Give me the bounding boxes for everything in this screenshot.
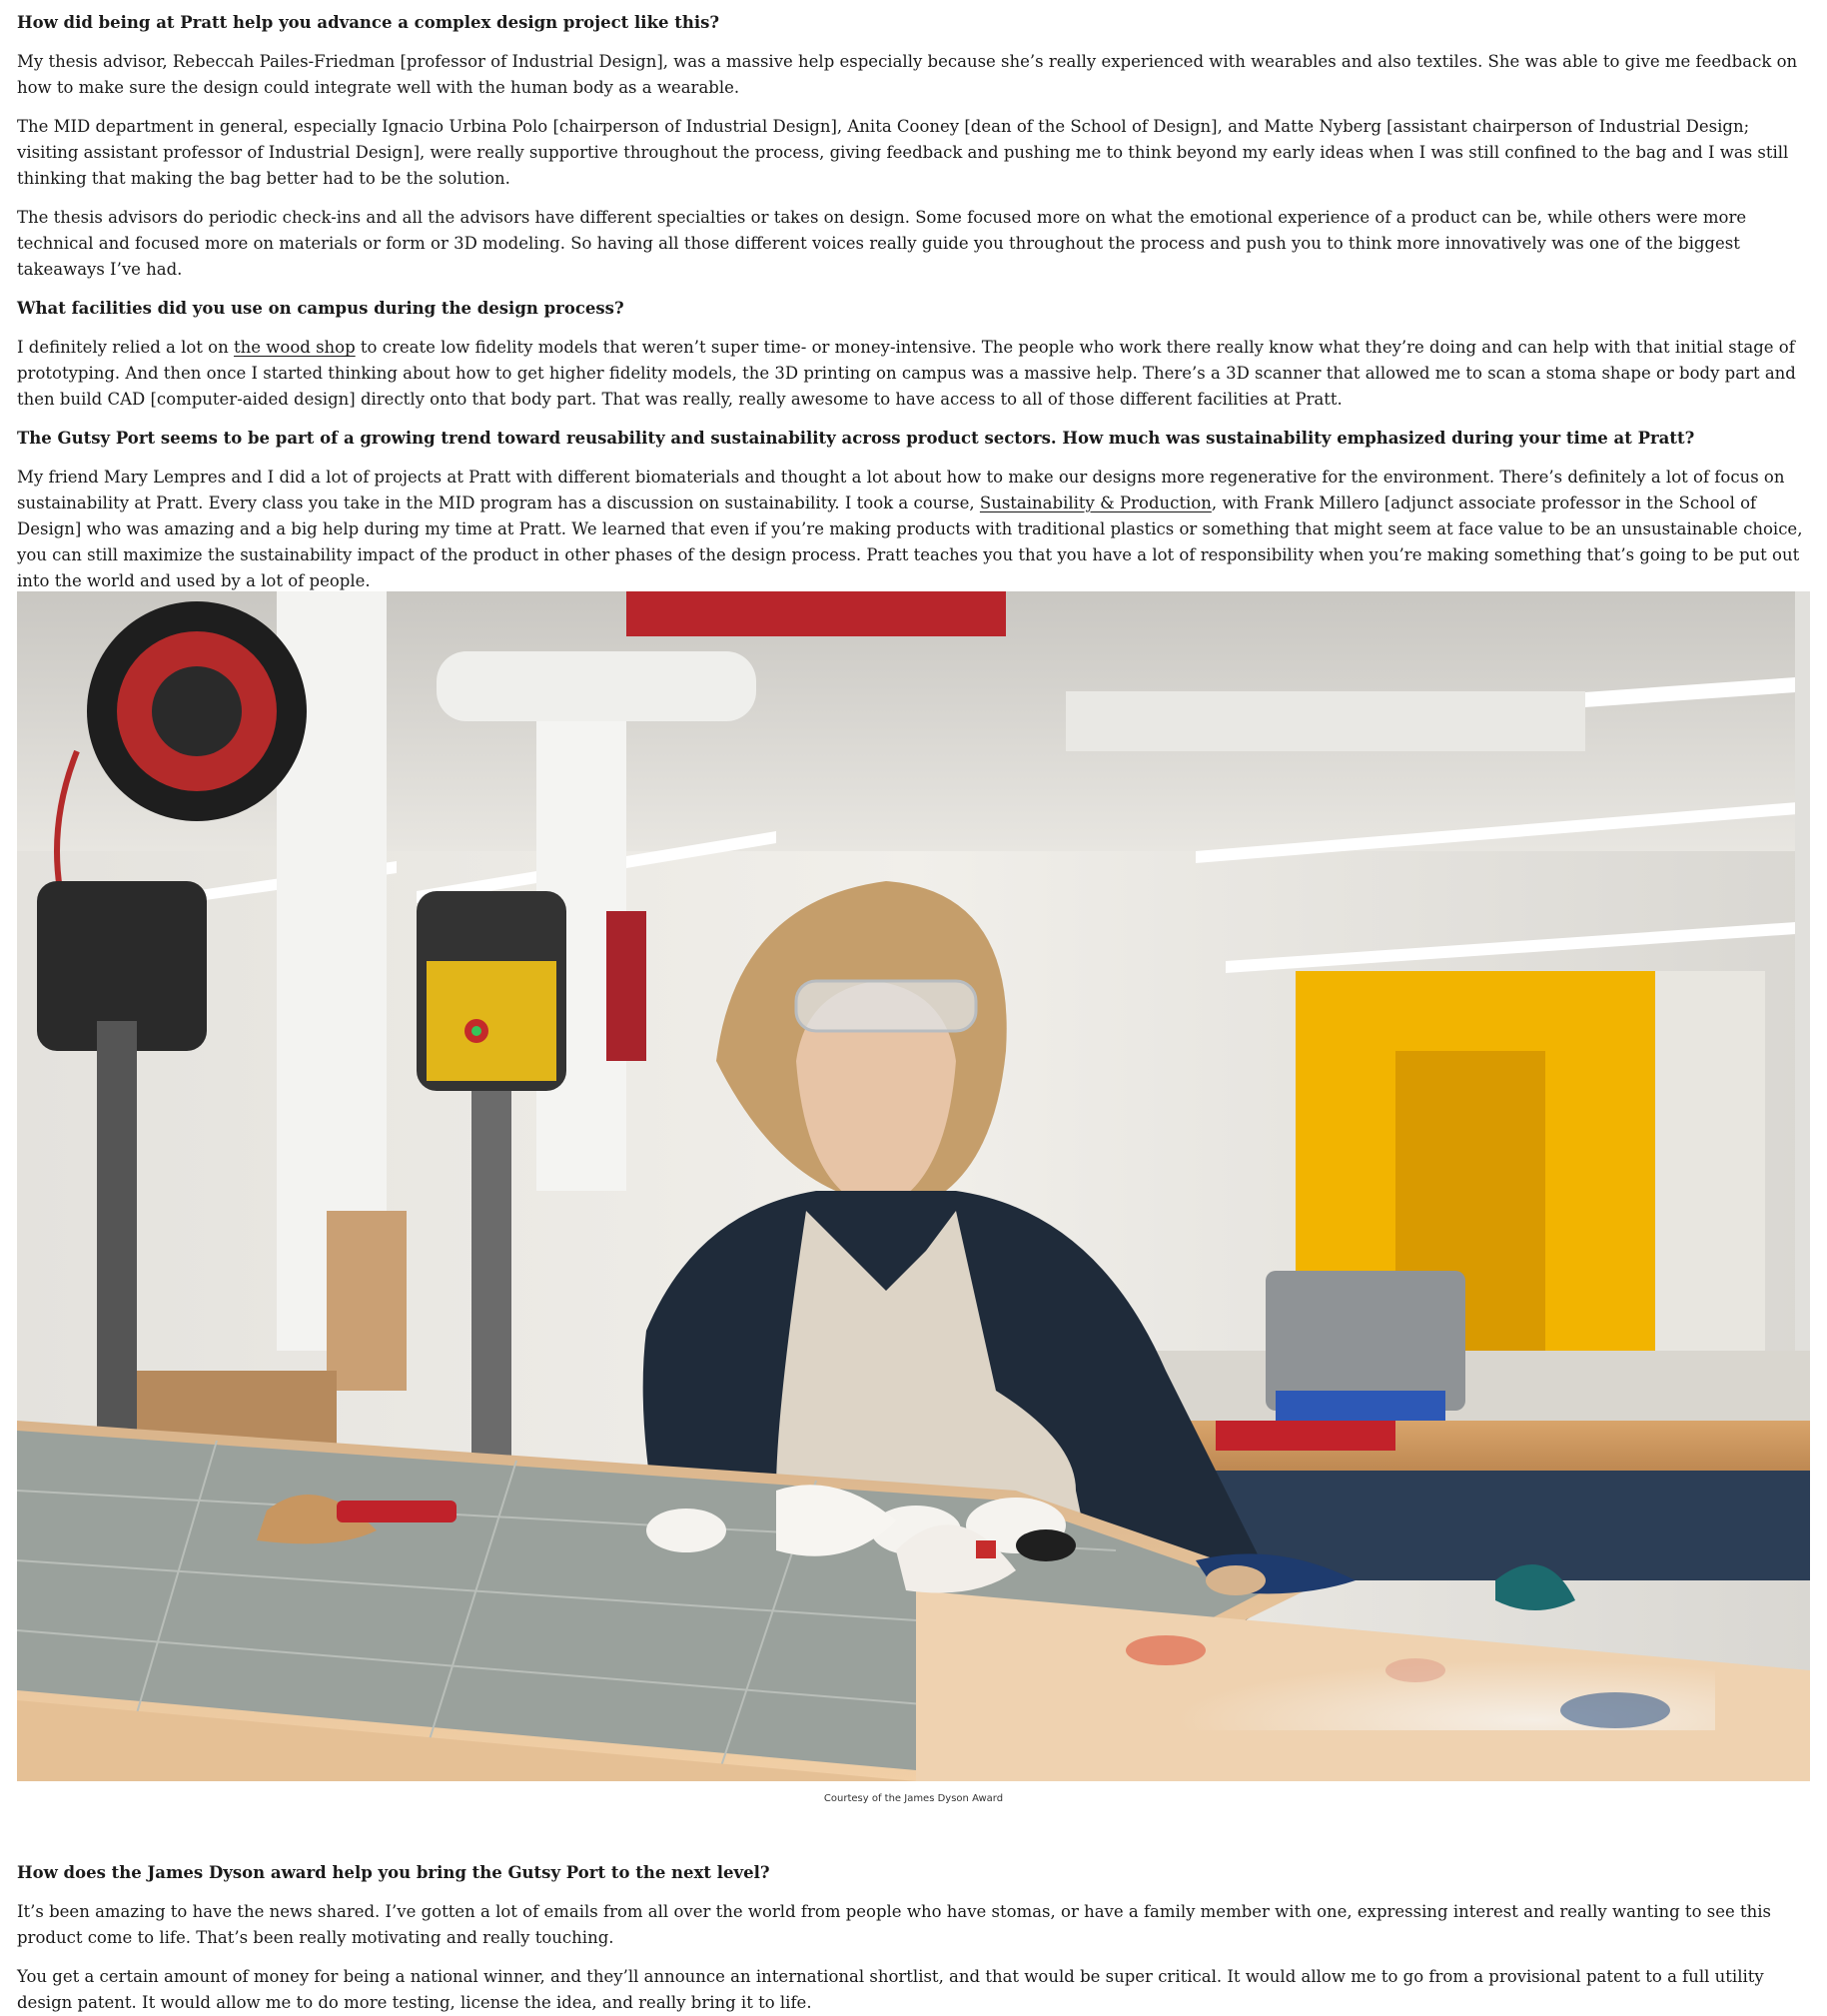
article-body-continued bbox=[17, 1850, 1810, 2016]
question-heading: What facilities did you use on campus during the design process? bbox=[17, 299, 624, 318]
question-heading: The Gutsy Port seems to be part of a growing trend toward reusability and sustainability across product sectors. How much was sustainability emphasized during your time at Pratt? bbox=[17, 429, 1695, 448]
text-segment: My friend Mary Lempres and I did a lot of projects at Pratt with different biomaterials and thought a lot about how to make our designs more regenerative for the environment. There’s definitely a lot of focus on sustainability at Pratt. Every class you take in the MID program has a discussion on sustainability. I took a course, bbox=[17, 468, 1785, 512]
text-segment: , with Frank Millero [adjunct associate professor in the School of Design] who was amazing and a big help during my time at Pratt. We learned that even if you’re making products with traditional plastics or something that might seem at face value to be an unsustainable choice, you can still maximize the sustainability impact of the product in other phases of the design process. Pratt teaches you that you have a lot of responsibility when you’re making something that’s going to be put out into the world and used by a lot of people. bbox=[17, 494, 1803, 590]
answer-paragraph bbox=[17, 465, 1810, 594]
sustainability-course-link[interactable]: Sustainability & Production bbox=[979, 494, 1212, 512]
answer-paragraph: The thesis advisors do periodic check-ins and all the advisors have different specialties or takes on design. Some focused more on what the emotional experience of a product can be, while others were more technical and focused more on materials or form or 3D modeling. So having all those different voices really guide you throughout the process and push you to think more innovatively was one of the biggest takeaways I’ve had. bbox=[17, 208, 1747, 279]
question-heading: How does the James Dyson award help you bring the Gutsy Port to the next level? bbox=[17, 1863, 770, 1882]
text-segment: I definitely relied a lot on bbox=[17, 338, 234, 357]
answer-paragraph: You get a certain amount of money for being a national winner, and they’ll announce an international shortlist, and that would be super critical. It would allow me to go from a provisional patent to a full utility design patent. It would allow me to do more testing, license the idea, and really bring it to life. bbox=[17, 1967, 1764, 2012]
answer-paragraph: The MID department in general, especially Ignacio Urbina Polo [chairperson of Industrial Design], Anita Cooney [dean of the School of Design], and Matte Nyberg [assistant chairperson of Industrial Design; visiting assistant professor of Industrial Design], were really supportive throughout the process, giving feedback and pushing me to think beyond my early ideas when I was still confined to the bag and I was still thinking that making the bag better had to be the solution. bbox=[17, 117, 1789, 188]
article-body bbox=[17, 0, 1810, 594]
workshop-photo-figure bbox=[17, 591, 1810, 1781]
question-heading: How did being at Pratt help you advance a complex design project like this? bbox=[17, 13, 720, 32]
photo-caption: Courtesy of the James Dyson Award bbox=[823, 1793, 1004, 1804]
wood-shop-link[interactable]: the wood shop bbox=[234, 338, 356, 357]
answer-paragraph: It’s been amazing to have the news shared. I’ve gotten a lot of emails from all over the world from people who have stomas, or have a family member with one, expressing interest and really wanting to see this product come to life. That’s been really motivating and really touching. bbox=[17, 1902, 1771, 1947]
answer-paragraph: My thesis advisor, Rebeccah Pailes-Friedman [professor of Industrial Design], was a massive help especially because she’s really experienced with wearables and also textiles. She was able to give me feedback on how to make sure the design could integrate well with the human body as a wearable. bbox=[17, 52, 1798, 97]
answer-paragraph bbox=[17, 335, 1810, 413]
text-segment: to create low fidelity models that weren’t super time- or money-intensive. The people who work there really know what they’re doing and can help with that initial stage of prototyping. And then once I started thinking about how to get higher fidelity models, the 3D printing on campus was a massive help. There’s a 3D scanner that allowed me to scan a stoma shape or body part and then build CAD [computer-aided design] directly onto that body part. That was really, really awesome to have access to all of those different facilities at Pratt. bbox=[17, 338, 1796, 409]
workshop-photo bbox=[17, 591, 1810, 1781]
